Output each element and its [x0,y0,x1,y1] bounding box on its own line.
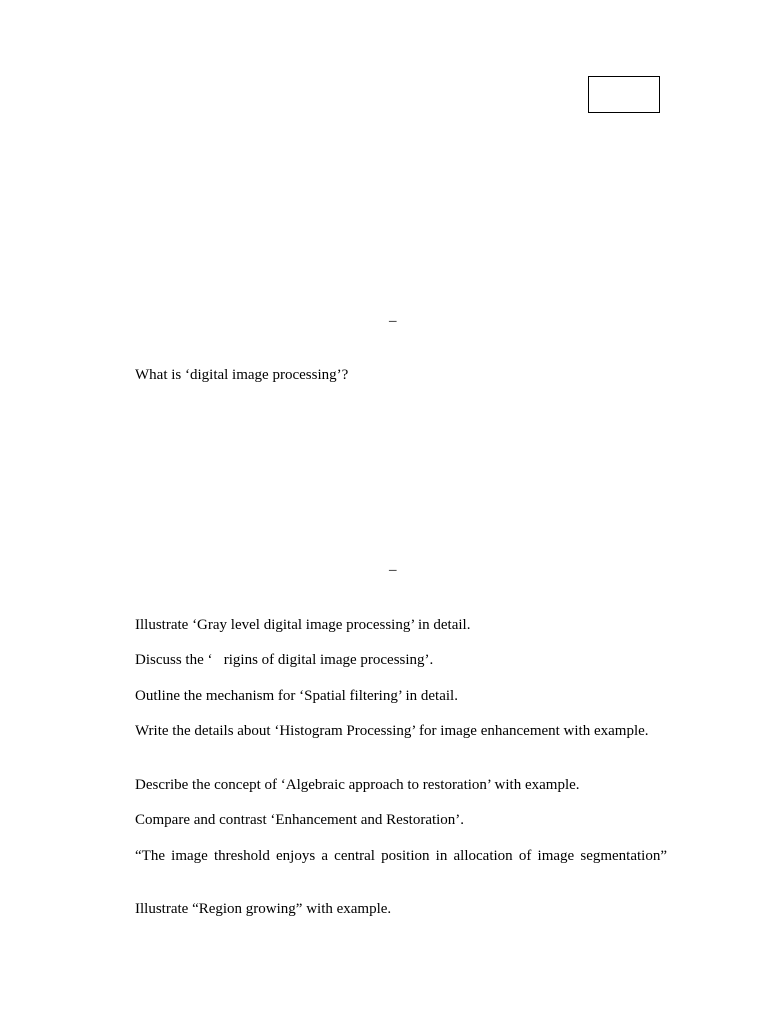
part-b-question-4: Write the details about ‘Histogram Processing’ for image enhancement with example. [135,723,649,739]
part-b-question-6: Compare and contrast ‘Enhancement and Restoration’. [135,812,465,828]
part-b-question-5: Describe the concept of ‘Algebraic approach to restoration’ with example. [135,777,580,793]
part-b-separator: – [389,562,397,578]
part-b-question-7: “The image threshold enjoys a central position in allocation of image segmentation” [135,848,667,864]
part-a-separator: – [389,313,397,329]
register-number-box [588,76,660,113]
part-b-question-8: Illustrate “Region growing” with example. [135,901,392,917]
part-b-question-2: Discuss the ‘ rigins of digital image processing’. [135,652,434,668]
part-b-question-1: Illustrate ‘Gray level digital image processing’ in detail. [135,617,471,633]
part-a-question-1: What is ‘digital image processing’? [135,367,349,383]
part-b-question-3: Outline the mechanism for ‘Spatial filtering’ in detail. [135,688,458,704]
